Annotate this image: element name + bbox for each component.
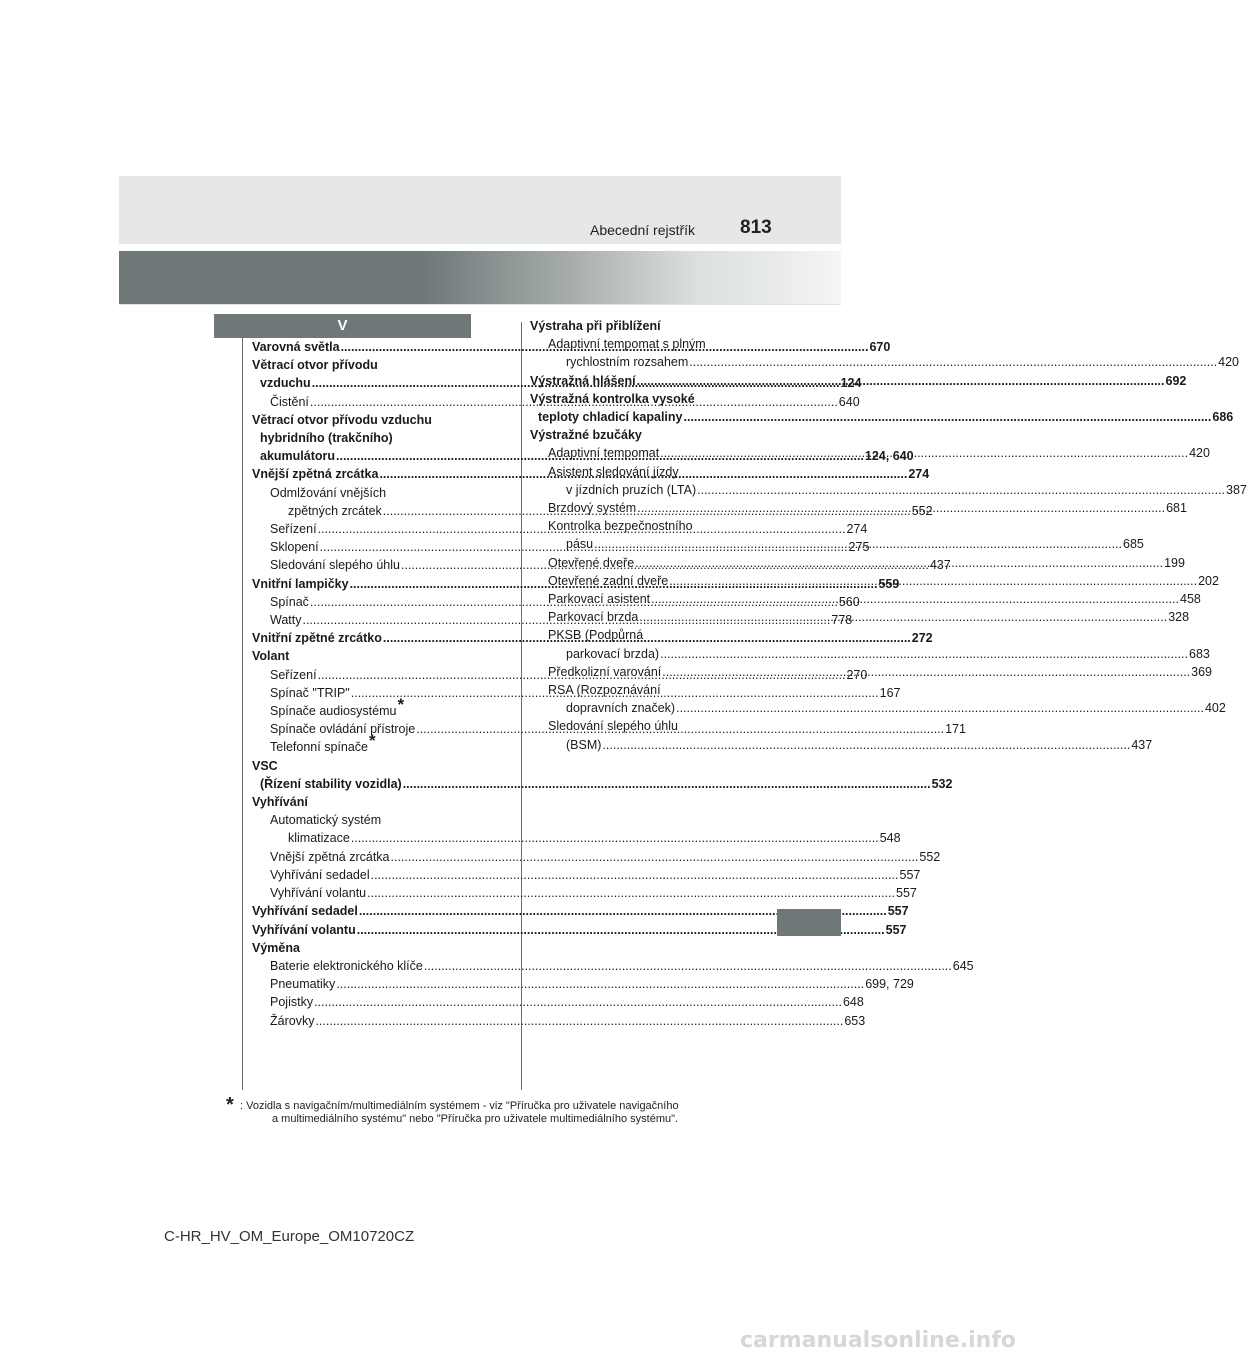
- entry-term: parkovací brzda): [566, 646, 660, 661]
- entry-term: Seřízení: [270, 667, 317, 682]
- entry-page-numbers: 202: [1198, 573, 1219, 588]
- dot-leader: [315, 1012, 843, 1030]
- entry-page-numbers: 124: [840, 376, 862, 391]
- index-entry: [252, 429, 471, 447]
- entry-page-numbers: 692: [1165, 373, 1187, 388]
- index-entry: [530, 335, 750, 353]
- dot-leader: [351, 829, 879, 847]
- entry-term: Pojistky: [270, 995, 314, 1010]
- index-entry: [252, 884, 917, 902]
- entry-page-numbers: 640: [838, 394, 860, 409]
- footnote-reference-mark: *: [369, 731, 376, 751]
- entry-term: Výstraha při přiblížení: [530, 319, 661, 333]
- entry-term: Watty: [270, 613, 302, 628]
- entry-page-numbers: 199: [1164, 555, 1185, 570]
- entry-page-numbers: 681: [1166, 501, 1187, 516]
- dot-leader: [639, 608, 1167, 626]
- index-entry: [252, 921, 907, 939]
- entry-term: Pneumatiky: [270, 977, 336, 992]
- index-entry: [252, 829, 901, 847]
- index-entry: [530, 408, 1234, 426]
- entry-page-numbers: 270: [846, 667, 868, 682]
- entry-term: Baterie elektronického klíče: [270, 958, 423, 973]
- entry-page-numbers: 552: [919, 849, 941, 864]
- dot-leader: [660, 645, 1188, 663]
- entry-page-numbers: 437: [929, 558, 951, 573]
- entry-term: Volant: [252, 649, 290, 664]
- index-entry: [252, 793, 471, 811]
- index-entry: [530, 699, 1226, 717]
- entry-term: Sledování slepého úhlu: [270, 558, 400, 573]
- index-entry: [252, 757, 471, 775]
- index-entry: [530, 645, 1210, 663]
- entry-term: teploty chladicí kapaliny: [538, 410, 683, 425]
- dot-leader: [602, 736, 1130, 754]
- chapter-side-tab: [777, 909, 841, 936]
- dot-leader: [660, 444, 1188, 462]
- dot-leader: [669, 572, 1197, 590]
- entry-term: Brzdový systém: [548, 501, 637, 516]
- section-title: Abecední rejstřík: [590, 222, 696, 238]
- index-letter-tab: V: [214, 314, 471, 338]
- dot-leader: [689, 353, 1217, 371]
- entry-term: pásu: [566, 537, 594, 552]
- footnote-asterisk: *: [226, 1094, 234, 1116]
- index-entry: [252, 356, 471, 374]
- entry-term: Adaptivní tempomat: [548, 446, 660, 461]
- index-entry: [252, 484, 471, 502]
- entry-page-numbers: 532: [931, 776, 953, 791]
- dot-leader: [594, 535, 1122, 553]
- entry-page-numbers: 653: [844, 1013, 866, 1028]
- footnote-line-2: a multimediálního systému" nebo "Příručka pro uživatele multimediálního systému".: [272, 1113, 679, 1125]
- entry-page-numbers: 557: [896, 886, 917, 901]
- index-entry: [252, 902, 909, 920]
- entry-page-numbers: 369: [1191, 664, 1213, 679]
- entry-term: PKSB (Podpůrná: [548, 628, 644, 643]
- entry-term: Adaptivní tempomat s plným: [548, 337, 706, 352]
- dot-leader: [651, 590, 1179, 608]
- entry-page-numbers: 167: [879, 685, 901, 700]
- entry-term: zpětných zrcátek: [288, 503, 382, 518]
- dot-leader: [635, 554, 1163, 572]
- index-entry: [252, 647, 471, 665]
- entry-term: Žárovky: [270, 1013, 315, 1028]
- watermark: carmanualsonline.info: [740, 1328, 1016, 1353]
- index-entry: [252, 695, 471, 720]
- entry-term: Výstražné bzučáky: [530, 428, 642, 443]
- dot-leader: [662, 663, 1190, 681]
- entry-term: Telefonní spínače: [270, 740, 368, 755]
- dot-leader: [637, 372, 1165, 390]
- entry-page-numbers: 274: [846, 522, 868, 537]
- entry-page-numbers: 272: [911, 631, 933, 646]
- entry-term: rychlostním rozsahem: [566, 355, 689, 370]
- dot-leader: [336, 975, 864, 993]
- entry-term: Spínač: [270, 594, 309, 609]
- index-entry: [252, 848, 941, 866]
- entry-page-numbers: 548: [879, 831, 901, 846]
- entry-page-numbers: 458: [1180, 592, 1201, 607]
- entry-term: Parkovací brzda: [548, 610, 639, 625]
- entry-page-numbers: 420: [1218, 355, 1240, 370]
- entry-term: Spínače ovládání přístroje: [270, 722, 416, 737]
- entry-term: Seřízení: [270, 522, 317, 537]
- entry-term: Čistění: [270, 394, 309, 409]
- index-entry: [530, 426, 750, 444]
- dot-leader: [676, 699, 1204, 717]
- entry-term: VSC: [252, 758, 278, 773]
- entry-term: (BSM): [566, 737, 602, 752]
- index-entry: [252, 939, 471, 957]
- index-entry: [530, 717, 750, 735]
- index-entry: [252, 811, 471, 829]
- entry-page-numbers: 683: [1189, 646, 1210, 661]
- entry-page-numbers: 274: [908, 467, 930, 482]
- entry-page-numbers: 559: [878, 576, 900, 591]
- index-entry: [252, 993, 864, 1011]
- index-entry: [530, 481, 1247, 499]
- dot-leader: [371, 866, 899, 884]
- dot-leader: [697, 481, 1225, 499]
- entry-term: Parkovací asistent: [548, 592, 651, 607]
- entry-term: Větrací otvor přívodu vzduchu: [252, 412, 432, 427]
- entry-term: Výměna: [252, 940, 300, 955]
- entry-page-numbers: 778: [831, 613, 853, 628]
- index-entry: [252, 975, 914, 993]
- entry-term: klimatizace: [288, 831, 350, 846]
- index-entry: [530, 390, 750, 408]
- entry-page-numbers: 557: [887, 904, 909, 919]
- entry-page-numbers: 420: [1189, 446, 1210, 461]
- document-code: C-HR_HV_OM_Europe_OM10720CZ: [164, 1228, 415, 1245]
- entry-term: Vnější zpětná zrcátka: [270, 849, 390, 864]
- entry-term: Kontrolka bezpečnostního: [548, 519, 693, 534]
- entry-term: Otevřené zadní dveře: [548, 573, 669, 588]
- entry-page-numbers: 557: [885, 922, 907, 937]
- entry-term: Vyhřívání sedadel: [252, 904, 358, 919]
- header-divider: [119, 304, 841, 305]
- entry-term: Vyhřívání volantu: [252, 922, 356, 937]
- entry-term: Vyhřívání: [252, 795, 308, 810]
- index-entry: [530, 463, 750, 481]
- entry-term: Sledování slepého úhlu: [548, 719, 678, 734]
- index-entry: [530, 353, 1240, 371]
- entry-page-numbers: 437: [1131, 737, 1153, 752]
- index-entry: [252, 957, 974, 975]
- dot-leader: [424, 957, 952, 975]
- entry-term: akumulátoru: [260, 449, 336, 464]
- entry-term: Automatický systém: [270, 813, 382, 828]
- entry-term: vzduchu: [260, 376, 311, 391]
- entry-term: hybridního (trakčního): [260, 431, 393, 446]
- entry-term: Předkolizní varování: [548, 664, 662, 679]
- entry-term: Vnitřní lampičky: [252, 576, 349, 591]
- dot-leader: [314, 993, 842, 1011]
- entry-term: Výstražná hlášení: [530, 373, 636, 388]
- entry-term: Odmlžování vnějších: [270, 485, 387, 500]
- entry-term: dopravních značek): [566, 701, 676, 716]
- entry-page-numbers: 670: [869, 340, 891, 354]
- entry-term: Varovná světla: [252, 340, 340, 354]
- entry-page-numbers: 328: [1168, 610, 1190, 625]
- entry-term: Spínače audiosystému: [270, 704, 397, 719]
- entry-term: Výstražná kontrolka vysoké: [530, 391, 695, 406]
- entry-term: Spínač "TRIP": [270, 685, 350, 700]
- entry-term: Asistent sledování jízdy: [548, 464, 679, 479]
- dot-leader: [403, 775, 931, 793]
- left-column-rule: [242, 338, 243, 1090]
- entry-page-numbers: 557: [899, 867, 921, 882]
- index-entry: [252, 411, 471, 429]
- entry-term: Vnější zpětná zrcátka: [252, 467, 379, 482]
- dot-leader: [637, 499, 1165, 517]
- entry-page-numbers: 402: [1204, 701, 1226, 716]
- index-entry: [530, 517, 750, 535]
- entry-term: Vyhřívání sedadel: [270, 867, 370, 882]
- index-entry: [252, 866, 921, 884]
- entry-page-numbers: 686: [1212, 410, 1234, 425]
- entry-term: Vyhřívání volantu: [270, 886, 367, 901]
- entry-term: Vnitřní zpětné zrcátko: [252, 631, 382, 646]
- footnote-line-1: : Vozidla s navigačním/multimediálním systémem - viz "Příručka pro uživatele navigačního: [240, 1100, 679, 1112]
- dot-leader: [684, 408, 1212, 426]
- index-entry: [530, 626, 750, 644]
- entry-term: Otevřené dveře: [548, 555, 635, 570]
- entry-page-numbers: 275: [848, 540, 870, 555]
- entry-term: Větrací otvor přívodu: [252, 358, 378, 373]
- entry-term: RSA (Rozpoznávání: [548, 683, 661, 698]
- dot-leader: [367, 884, 895, 902]
- index-entry: [530, 681, 750, 699]
- footnote-reference-mark: *: [397, 695, 405, 715]
- entry-page-numbers: 552: [911, 503, 933, 518]
- header-top-bar: [119, 176, 841, 244]
- index-entry: [252, 1012, 866, 1030]
- entry-page-numbers: 171: [945, 722, 966, 737]
- index-entry: [252, 731, 471, 756]
- entry-page-numbers: 645: [952, 958, 974, 973]
- entry-term: (Řízení stability vozidla): [260, 776, 402, 791]
- entry-page-numbers: 387: [1226, 482, 1247, 497]
- index-entry: [252, 775, 953, 793]
- header-gradient-band: [119, 251, 841, 304]
- entry-page-numbers: 124, 640: [864, 449, 914, 464]
- index-entry: [530, 736, 1153, 754]
- index-entry: [530, 317, 750, 335]
- page-number: 813: [740, 217, 772, 238]
- entry-page-numbers: 699, 729: [865, 977, 914, 992]
- dot-leader: [391, 848, 919, 866]
- entry-term: Sklopení: [270, 540, 319, 555]
- entry-page-numbers: 648: [842, 995, 864, 1010]
- entry-page-numbers: 685: [1123, 537, 1144, 552]
- entry-page-numbers: 560: [838, 594, 860, 609]
- entry-term: v jízdních pruzích (LTA): [566, 482, 697, 497]
